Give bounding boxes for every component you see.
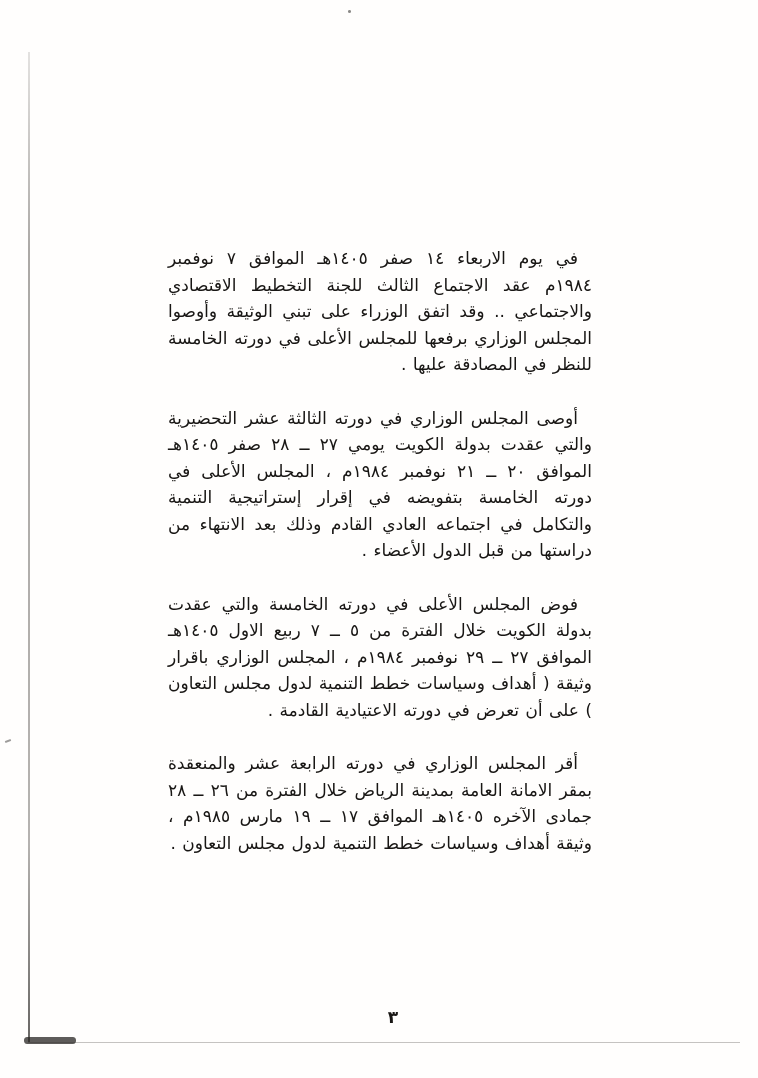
scan-corner-smudge <box>24 1037 76 1044</box>
scan-edge-left <box>28 52 30 1042</box>
paragraph-2: أوصى المجلس الوزاري في دورته الثالثة عشر التحضيرية والتي عقدت بدولة الكويت يومي ٢٧ ــ ٢٨ صفر ١٤٠٥هـ الموافق ٢٠ ــ ٢١ نوفمبر ١٩٨٤م ، المجلس الأعلى في دورته الخامسة بتفويضه في إقرار إستراتيجية التنمية والتكامل في اجتماعه العادي القادم وذلك بعد الانتهاء من دراستها من قبل الدول الأعضاء . <box>168 408 592 561</box>
paragraph-4: أقر المجلس الوزاري في دورته الرابعة عشر والمنعقدة بمقر الامانة العامة بمدينة الرياض خلال الفترة من ٢٦ ــ ٢٨ جمادى الآخره ١٤٠٥هـ الموافق ١٧ ــ ١٩ مارس ١٩٨٥م ، وثيقة أهداف وسياسات خطط التنمية لدول مجلس التعاون . <box>168 754 592 854</box>
text-block <box>168 246 592 884</box>
paragraph-3: فوض المجلس الأعلى في دورته الخامسة والتي عقدت بدولة الكويت خلال الفترة من ٥ ــ ٧ ربيع الاول ١٤٠٥هـ الموافق ٢٧ ــ ٢٩ نوفمبر ١٩٨٤م ، المجلس الوزاري باقرار وثيقة ( أهداف وسياسات خطط التنمية لدول مجلس التعاون ) على أن تعرض في دورته الاعتيادية القادمة . <box>168 594 592 721</box>
paragraph-1: في يوم الاربعاء ١٤ صفر ١٤٠٥هـ الموافق ٧ نوفمبر ١٩٨٤م عقد الاجتماع الثالث للجنة التخطيط الاقتصادي والاجتماعي .. وقد اتفق الوزراء على تبني الوثيقة وأوصوا المجلس الوزاري برفعها للمجلس الأعلى في دورته الخامسة للنظر في المصادقة عليها . <box>168 249 592 375</box>
scan-speck <box>348 10 351 13</box>
scan-speck <box>5 739 11 743</box>
scan-edge-bottom <box>28 1042 740 1043</box>
page-number: ٣ <box>387 1008 399 1028</box>
